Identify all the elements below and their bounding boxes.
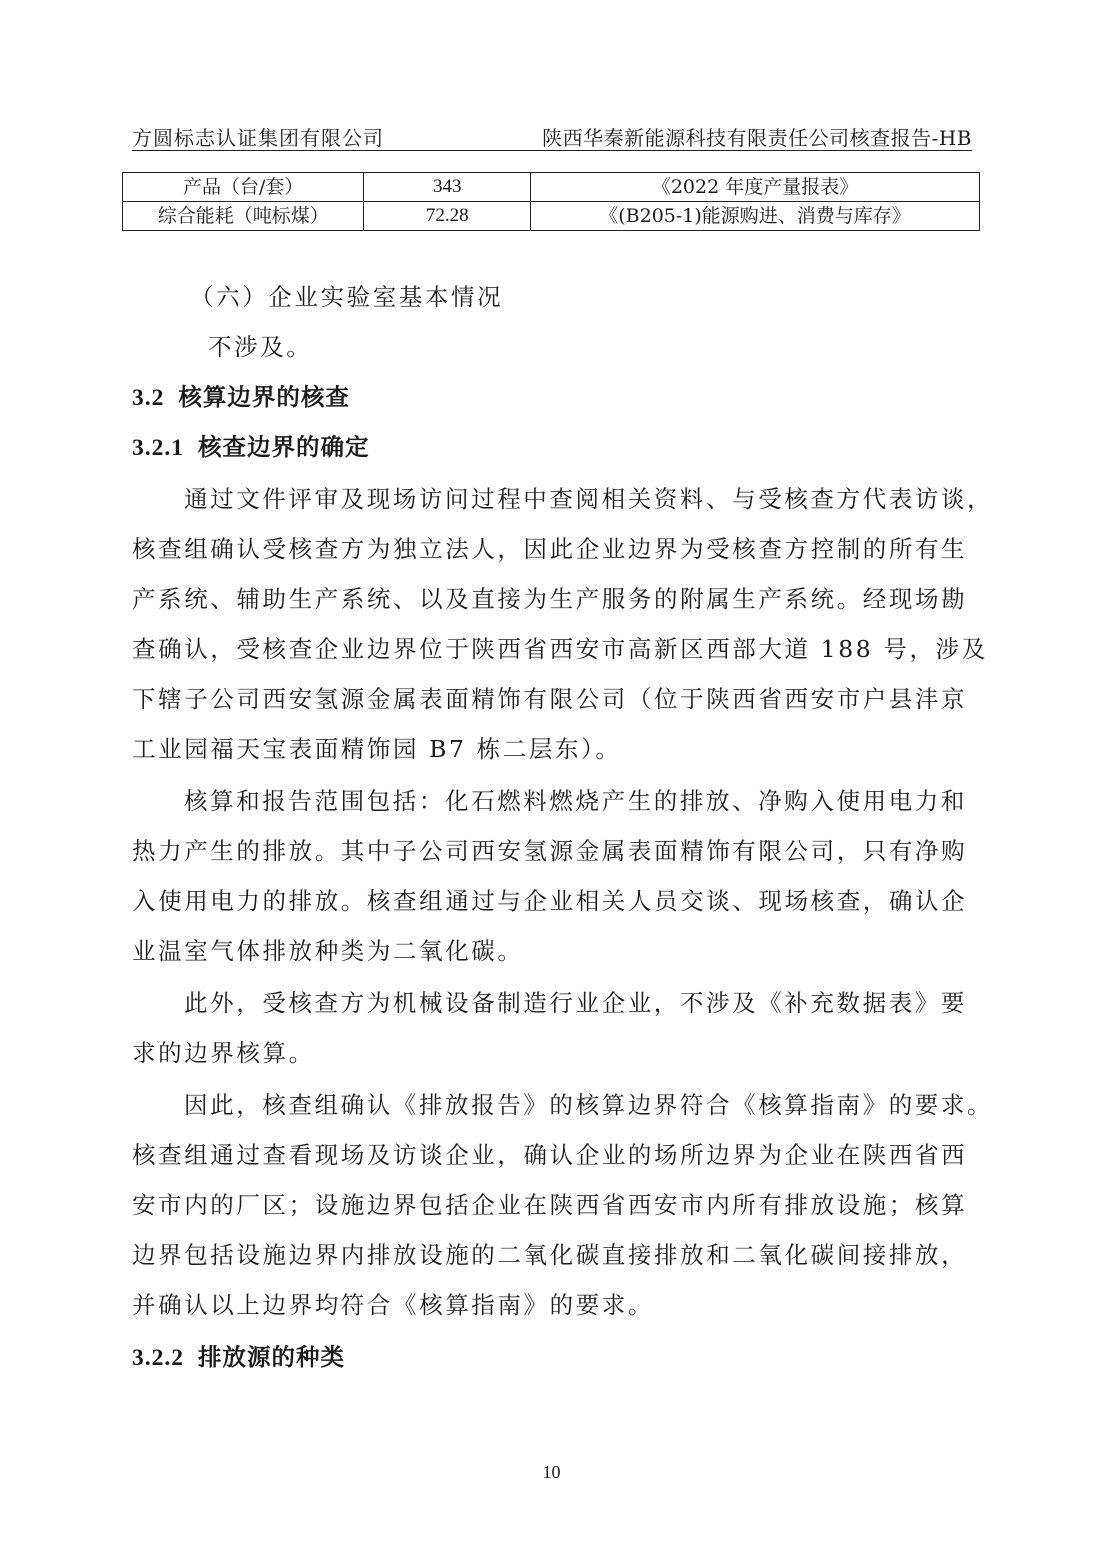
table-cell: 产品（台/套）	[123, 173, 364, 202]
heading-number: 3.2	[132, 385, 165, 411]
heading-number: 3.2.1	[132, 435, 184, 461]
text-line: 并确认以上边界均符合《核算指南》的要求。	[132, 1291, 654, 1319]
heading-3-2	[132, 378, 350, 412]
text-line: 入使用电力的排放。核查组通过与企业相关人员交谈、现场核查，确认企	[132, 887, 968, 915]
table-row	[123, 173, 980, 202]
page-number: 10	[542, 1462, 561, 1482]
text-line: 边界包括设施边界内排放设施的二氧化碳直接排放和二氧化碳间接排放，	[132, 1241, 968, 1269]
text-line: 业温室气体排放种类为二氧化碳。	[132, 937, 524, 965]
text-line: 核查组确认受核查方为独立法人，因此企业边界为受核查方控制的所有生	[132, 535, 968, 563]
heading-3-2-1	[132, 428, 370, 462]
table-row	[123, 202, 980, 231]
heading-text: 核查边界的确定	[198, 433, 370, 461]
heading-3-2-2	[132, 1338, 345, 1372]
text-line: 因此，核查组确认《排放报告》的核算边界符合《核算指南》的要求。	[184, 1091, 994, 1119]
header-report-title: 陕西华秦新能源科技有限责任公司核查报告-HB	[542, 126, 972, 150]
header-company: 方圆标志认证集团有限公司	[132, 126, 384, 150]
heading-text: 排放源的种类	[198, 1343, 345, 1371]
table-cell: 综合能耗（吨标煤）	[123, 202, 364, 231]
energy-table	[122, 172, 980, 231]
text-line: 通过文件评审及现场访问过程中查阅相关资料、与受核查方代表访谈，	[184, 485, 994, 513]
table-cell: 72.28	[364, 202, 531, 231]
text-line: 此外，受核查方为机械设备制造行业企业，不涉及《补充数据表》要	[184, 989, 967, 1017]
heading-text: 核算边界的核查	[178, 383, 350, 411]
text-line: 产系统、辅助生产系统、以及直接为生产服务的附属生产系统。经现场勘	[132, 585, 968, 613]
text-line: 下辖子公司西安氢源金属表面精饰有限公司（位于陕西省西安市户县沣京	[132, 685, 968, 713]
section-body-lab: 不涉及。	[208, 333, 313, 361]
text-line: 核算和报告范围包括：化石燃料燃烧产生的排放、净购入使用电力和	[184, 787, 967, 815]
page-header	[132, 118, 972, 151]
text-line: 工业园福天宝表面精饰园 B7 栋二层东）。	[132, 735, 622, 763]
text-line: 求的边界核算。	[132, 1039, 315, 1067]
section-title-lab: （六）企业实验室基本情况	[190, 283, 504, 311]
heading-number: 3.2.2	[132, 1345, 184, 1371]
text-line: 热力产生的排放。其中子公司西安氢源金属表面精饰有限公司，只有净购	[132, 837, 968, 865]
table-cell: 343	[364, 173, 531, 202]
table-cell: 《(B205-1)能源购进、消费与库存》	[531, 202, 980, 231]
text-line: 核查组通过查看现场及访谈企业，确认企业的场所边界为企业在陕西省西	[132, 1141, 968, 1169]
text-line: 安市内的厂区；设施边界包括企业在陕西省西安市内所有排放设施；核算	[132, 1191, 968, 1219]
text-line: 查确认，受核查企业边界位于陕西省西安市高新区西部大道 188 号，涉及	[132, 635, 988, 663]
table-cell: 《2022 年度产量报表》	[531, 173, 980, 202]
